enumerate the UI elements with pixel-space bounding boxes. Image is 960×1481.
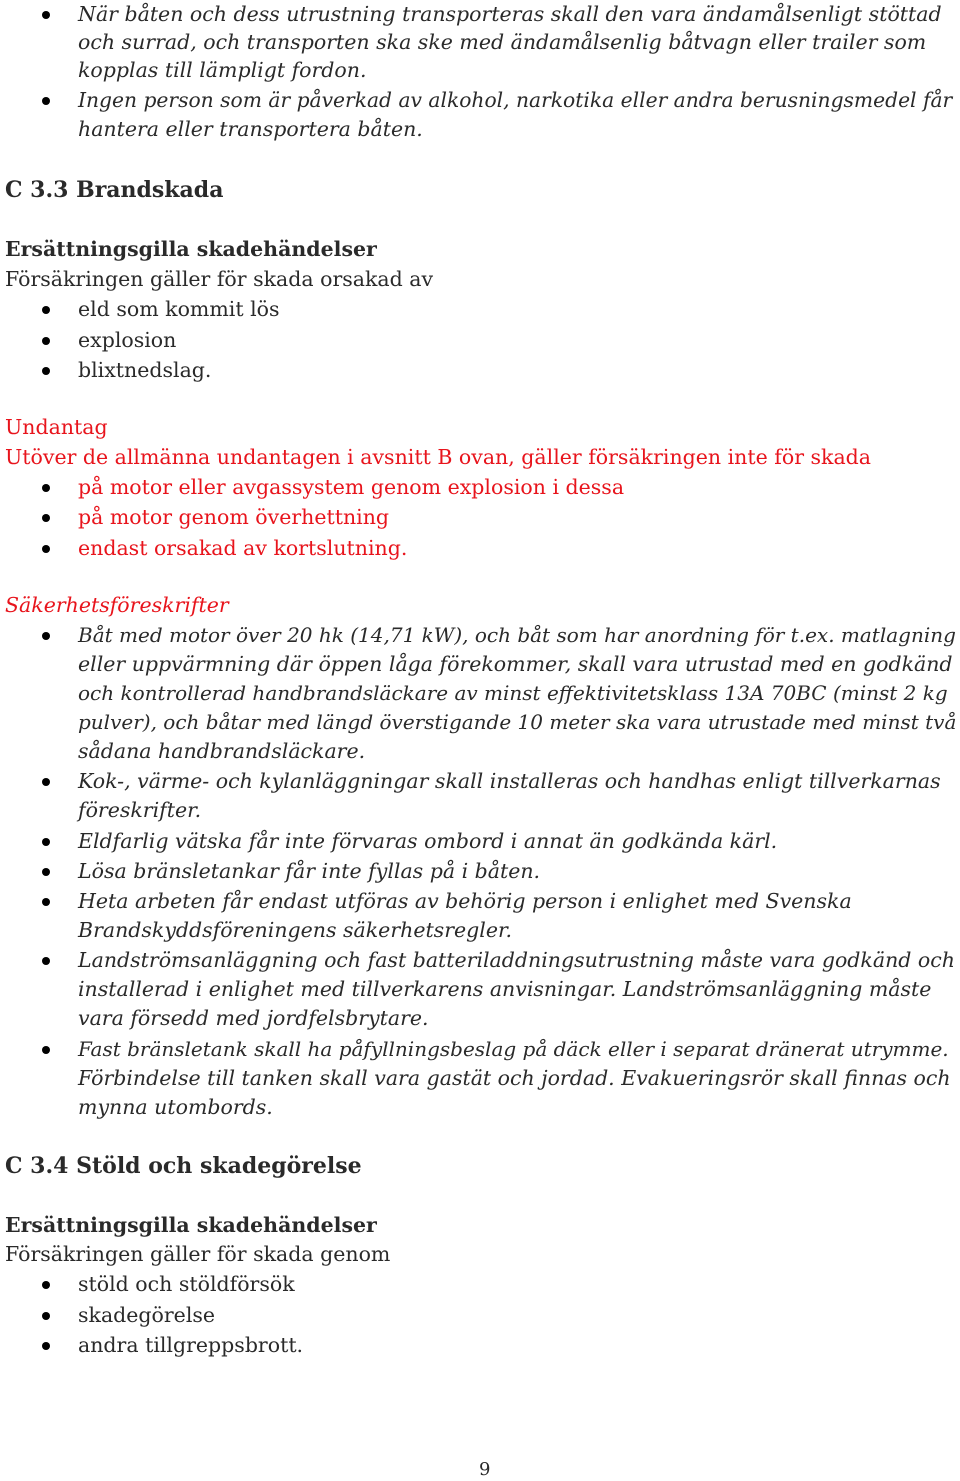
bullet-dot <box>42 337 50 345</box>
bullet-text-line: Ingen person som är påverkad av alkohol, narkotika eller andra berusningsmedel får <box>78 88 953 112</box>
bullet-text-line: Landströmsanläggning och fast batteriladdningsutrustning måste vara godkänd och <box>78 948 955 972</box>
bullet-dot <box>42 838 50 846</box>
exception-title: Undantag <box>5 415 108 439</box>
bullet-text-line: kopplas till lämpligt fordon. <box>78 58 367 82</box>
bullet-dot <box>42 898 50 906</box>
section-heading-c34: C 3.4 Stöld och skadegörelse <box>5 1153 362 1179</box>
bullet-text-line: När båten och dess utrustning transporteras skall den vara ändamålsenligt stöttad <box>78 2 942 26</box>
covered-events-intro: Försäkringen gäller för skada orsakad av <box>5 267 434 291</box>
bullet-text-line: hantera eller transportera båten. <box>78 117 423 141</box>
bullet-text-line: och surrad, och transporten ska ske med ändamålsenlig båtvagn eller trailer som <box>78 30 927 54</box>
covered-events-intro: Försäkringen gäller för skada genom <box>5 1242 391 1266</box>
list-item: blixtnedslag. <box>78 358 212 382</box>
list-item: andra tillgreppsbrott. <box>78 1333 304 1357</box>
bullet-dot <box>42 1342 50 1350</box>
bullet-text-line: vara försedd med jordfelsbrytare. <box>78 1006 429 1030</box>
list-item: på motor eller avgassystem genom explosion i dessa <box>78 475 625 499</box>
list-item: explosion <box>78 328 177 352</box>
bullet-dot <box>42 632 50 640</box>
bullet-text-line: Förbindelse till tanken skall vara gastät och jordad. Evakueringsrör skall finnas och <box>78 1066 951 1090</box>
list-item: skadegörelse <box>78 1303 216 1327</box>
section-heading-c33: C 3.3 Brandskada <box>5 177 224 203</box>
covered-events-title: Ersättningsgilla skadehändelser <box>5 1213 377 1237</box>
bullet-dot <box>42 514 50 522</box>
bullet-text-line: pulver), och båtar med längd överstigande 10 meter ska vara utrustade med minst två <box>78 710 957 734</box>
bullet-text-line: Eldfarlig vätska får inte förvaras ombord i annat än godkända kärl. <box>78 829 778 853</box>
bullet-dot <box>42 1312 50 1320</box>
bullet-dot <box>42 97 50 105</box>
list-item: endast orsakad av kortslutning. <box>78 536 408 560</box>
bullet-text-line: mynna utombords. <box>78 1095 273 1119</box>
list-item: stöld och stöldförsök <box>78 1272 295 1296</box>
bullet-text-line: Båt med motor över 20 hk (14,71 kW), och båt som har anordning för t.ex. matlagning <box>78 623 956 647</box>
bullet-text-line: Kok-, värme- och kylanläggningar skall installeras och handhas enligt tillverkarnas <box>78 769 941 793</box>
bullet-dot <box>42 11 50 19</box>
safety-title: Säkerhetsföreskrifter <box>5 593 229 617</box>
bullet-dot <box>42 778 50 786</box>
covered-events-title: Ersättningsgilla skadehändelser <box>5 237 377 261</box>
bullet-dot <box>42 957 50 965</box>
exception-intro: Utöver de allmänna undantagen i avsnitt B ovan, gäller försäkringen inte för skada <box>5 445 872 469</box>
list-item: eld som kommit lös <box>78 297 280 321</box>
bullet-dot <box>42 545 50 553</box>
bullet-dot <box>42 306 50 314</box>
bullet-dot <box>42 484 50 492</box>
list-item: på motor genom överhettning <box>78 505 390 529</box>
bullet-dot <box>42 1046 50 1054</box>
bullet-dot <box>42 1281 50 1289</box>
bullet-text-line: Brandskyddsföreningens säkerhetsregler. <box>78 918 513 942</box>
bullet-text-line: Heta arbeten får endast utföras av behörig person i enlighet med Svenska <box>78 889 852 913</box>
page-number: 9 <box>479 1459 491 1480</box>
bullet-text-line: Fast bränsletank skall ha påfyllningsbeslag på däck eller i separat dränerat utrymme. <box>78 1037 949 1061</box>
bullet-text-line: sådana handbrandsläckare. <box>78 739 366 763</box>
bullet-text-line: installerad i enlighet med tillverkarens anvisningar. Landströmsanläggning måste <box>78 977 932 1001</box>
bullet-text-line: Lösa bränsletankar får inte fyllas på i båten. <box>78 859 541 883</box>
bullet-text-line: och kontrollerad handbrandsläckare av minst effektivitetsklass 13A 70BC (minst 2 kg <box>78 681 948 705</box>
bullet-text-line: eller uppvärmning där öppen låga förekommer, skall vara utrustad med en godkänd <box>78 652 953 676</box>
bullet-text-line: föreskrifter. <box>78 798 202 822</box>
bullet-dot <box>42 868 50 876</box>
bullet-dot <box>42 367 50 375</box>
